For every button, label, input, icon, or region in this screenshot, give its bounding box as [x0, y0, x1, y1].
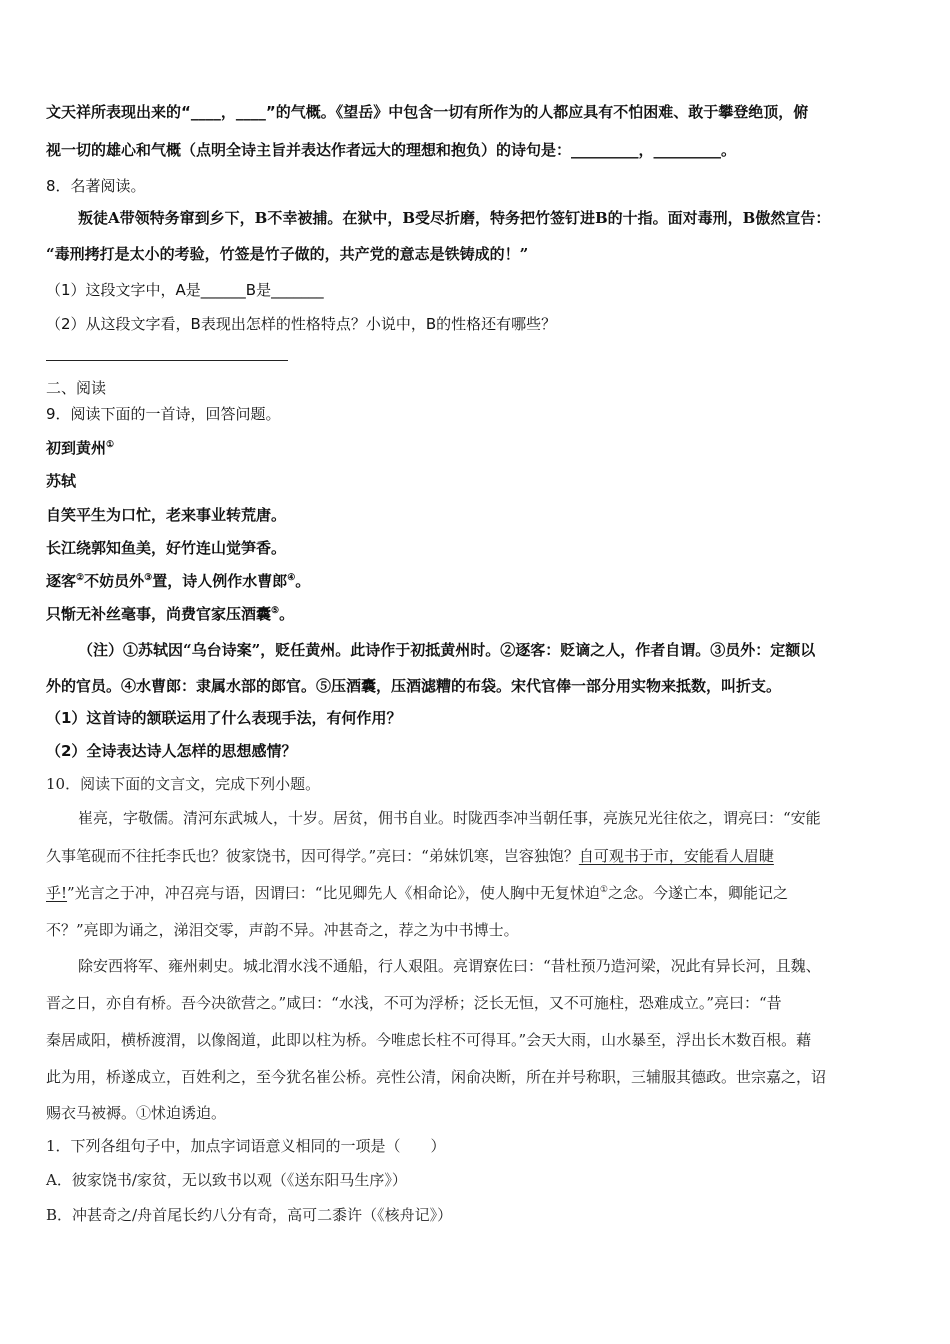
- q9-title: 9．阅读下面的一首诗，回答问题。: [46, 405, 281, 423]
- poem-text: 。: [279, 605, 295, 623]
- section-title-reading: 二、阅读: [46, 379, 107, 397]
- footnote-marker: ③: [144, 573, 153, 583]
- passage-text: ”光言之于冲，冲召亮与语，因谓曰：“比见卿先人《相命论》，使人胸中无复怵迫: [67, 884, 600, 902]
- poem-text: 置，诗人例作水曹郎: [152, 572, 288, 590]
- q8-passage-line-2: “毒刑拷打是太小的考验，竹签是竹子做的，共产党的意志是铁铸成的！”: [46, 245, 529, 263]
- poem-title: [46, 438, 114, 458]
- classical-para2-line-3: 秦居咸阳，横桥渡渭，以像阁道，此即以柱为桥。今唯虑长柱不可得耳。”会天大雨，山水暴至，浮出长木数百根。藉: [46, 1031, 812, 1049]
- option-a: A．彼家饶书/家贫，无以致书以观（《送东阳马生序》）: [46, 1171, 407, 1189]
- poem-text: 只惭无补丝毫事，尚费官家压酒囊: [46, 605, 272, 623]
- classical-para1-line-2: [46, 846, 774, 866]
- footnote-marker: ②: [76, 573, 85, 583]
- poem-author: 苏轼: [46, 472, 77, 490]
- poem-text: 。: [295, 572, 311, 590]
- underlined-sentence: 乎!: [46, 884, 68, 902]
- q8-title: 8．名著阅读。: [46, 177, 146, 195]
- poem-notes-line-1: （注）①苏轼因“乌台诗案”，贬任黄州。此诗作于初抵黄州时。②逐客：贬谪之人，作者自谓。③员外：定额以: [78, 641, 816, 659]
- classical-para1-line-4: 不？”亮即为诵之，涕泪交零，声韵不异。冲甚奇之，荐之为中书博士。: [46, 921, 519, 939]
- footnote-marker: ⑤: [271, 606, 280, 616]
- classical-para2-line-2: 晋之日，亦自有桥。吾今决欲营之。”咸曰：“水浅，不可为浮桥；泛长无恒，又不可施柱，恐难成立。”亮曰：“昔: [46, 994, 782, 1012]
- q9-subquestion-2: （2）全诗表达诗人怎样的思想感情？: [46, 742, 297, 760]
- q7-text-line-2: 视一切的雄心和气概（点明全诗主旨并表达作者远大的理想和抱负）的诗句是：_________，_________。: [46, 141, 737, 159]
- poem-text: 逐客: [46, 572, 77, 590]
- poem-line-4: [46, 604, 294, 624]
- q10-title: 10．阅读下面的文言文，完成下列小题。: [46, 775, 321, 793]
- underlined-sentence: 自可观书于市，安能看人眉睫: [578, 847, 774, 865]
- q9-subquestion-1: （1）这首诗的颔联运用了什么表现手法，有何作用？: [46, 709, 402, 727]
- poem-line-2: 长江绕郭知鱼美，好竹连山觉笋香。: [46, 539, 287, 557]
- poem-title-text: 初到黄州: [46, 439, 107, 457]
- q10-subquestion-1: 1．下列各组句子中，加点字词语意义相同的一项是（ ）: [46, 1137, 446, 1155]
- q8-subquestion-2: （2）从这段文字看，B表现出怎样的性格特点？小说中，B的性格还有哪些？: [46, 315, 557, 333]
- poem-line-1: 自笑平生为口忙，老来事业转荒唐。: [46, 506, 287, 524]
- option-b: B．冲甚奇之/舟首尾长约八分有奇，高可二黍许（《核舟记》）: [46, 1206, 453, 1224]
- q7-text-line-1: 文天祥所表现出来的“____，____”的气概。《望岳》中包含一切有所作为的人都应具有不怕困难、敢于攀登绝顶，俯: [46, 103, 809, 121]
- passage-text: 久事笔砚而不往托李氏也？彼家饶书，因可得学。”亮曰：“弟妹饥寒，岂容独饱？: [46, 847, 579, 865]
- q8-subquestion-1: （1）这段文字中，A是______B是_______: [46, 281, 324, 299]
- answer-blank-line: [46, 360, 288, 361]
- footnote-marker: ①: [599, 885, 608, 895]
- q8-passage-line-1: 叛徒A带领特务窜到乡下，B不幸被捕。在狱中，B受尽折磨，特务把竹签钉进B的十指。面对毒刑，B傲然宣告：: [78, 209, 831, 227]
- footnote-marker: ①: [106, 440, 115, 450]
- classical-para2-line-4: 此为用，桥遂成立，百姓利之，至今犹名崔公桥。亮性公清，闲俞决断，所在并号称职，三辅服其德政。世宗嘉之，诏: [46, 1068, 827, 1086]
- poem-notes-line-2: 外的官员。④水曹郎：隶属水部的郎官。⑤压酒囊，压酒滤糟的布袋。宋代官俸一部分用实物来抵数，叫折支。: [46, 677, 782, 695]
- poem-text: 不妨员外: [84, 572, 145, 590]
- poem-line-3: [46, 571, 310, 591]
- passage-text: 之念。今遂亡本，卿能记之: [607, 884, 788, 902]
- classical-para2-line-1: 除安西将军、雍州刺史。城北渭水浅不通船，行人艰阻。亮谓寮佐曰：“昔杜预乃造河梁，况此有异长河，且魏、: [78, 957, 821, 975]
- classical-para1-line-1: 崔亮，字敬儒。清河东武城人，十岁。居贫，佣书自业。时陇西李冲当朝任事，亮族兄光往依之，谓亮曰：“安能: [78, 809, 821, 827]
- classical-para2-line-5: 赐衣马被褥。①怵迫诱迫。: [46, 1104, 227, 1122]
- classical-para1-line-3: [46, 883, 788, 903]
- footnote-marker: ④: [287, 573, 296, 583]
